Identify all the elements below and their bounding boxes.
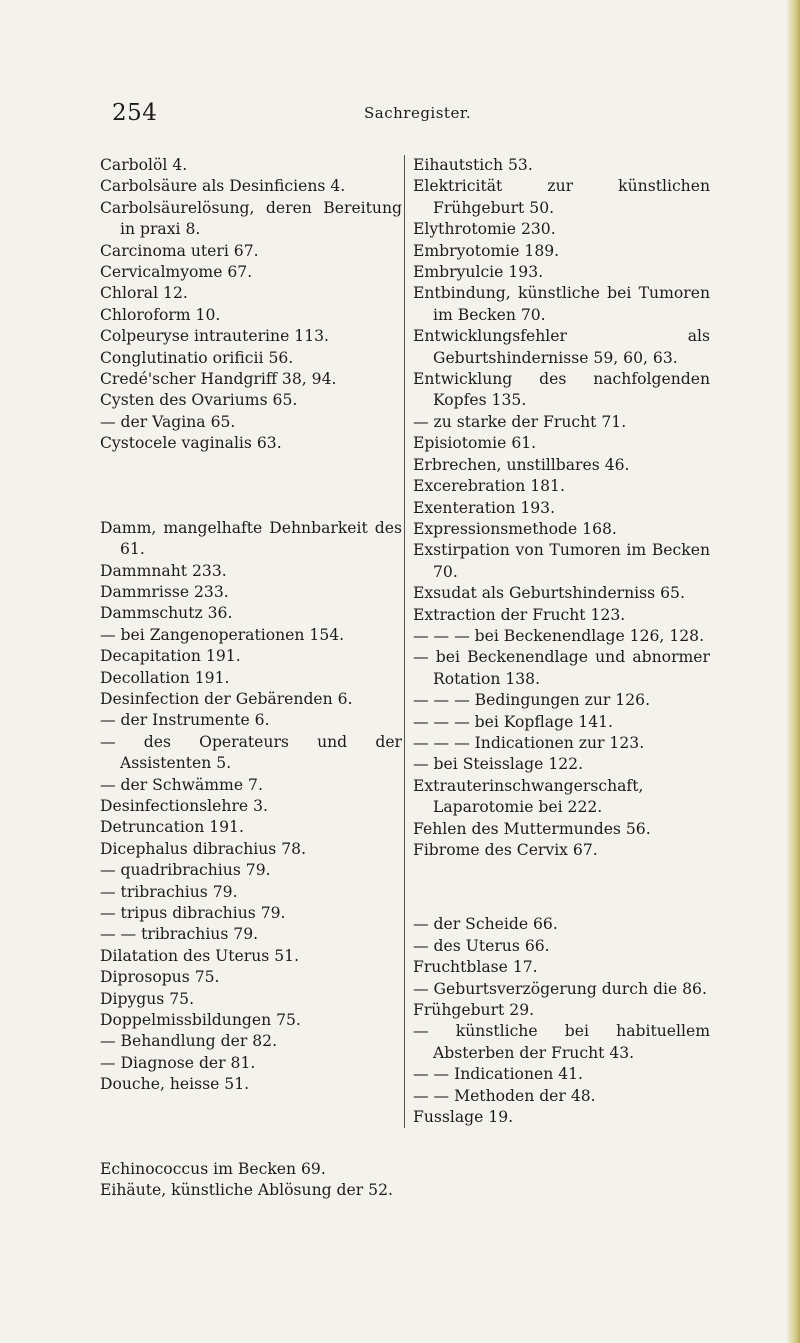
index-entry: Eihäute, künstliche Ablösung der 52. bbox=[100, 1181, 393, 1200]
index-entry: — der Schwämme 7. bbox=[100, 775, 263, 794]
index-entry: — bei Beckenendlage und abnormer Rotation 138. bbox=[413, 648, 710, 688]
index-entry: Cervicalmyome 67. bbox=[100, 263, 253, 282]
index-entry: Exstirpation von Tumoren im Becken 70. bbox=[413, 541, 710, 581]
index-entry: Elektricität zur künstlichen Frühgeburt 50. bbox=[413, 177, 710, 217]
index-entry: Credé'scher Handgriff 38, 94. bbox=[100, 370, 337, 389]
index-entry: — der Scheide 66. bbox=[413, 915, 558, 934]
index-entry: Entwicklung des nachfolgenden Kopfes 135. bbox=[413, 370, 710, 410]
index-entry: Dipygus 75. bbox=[100, 989, 195, 1008]
index-entry: Embryotomie 189. bbox=[413, 241, 560, 260]
index-entry: Dicephalus dibrachius 78. bbox=[100, 839, 307, 858]
index-entry: Erbrechen, unstillbares 46. bbox=[413, 455, 630, 474]
index-entry: Carbolsäurelösung, deren Bereitung in praxi 8. bbox=[100, 198, 402, 239]
index-entry: Detruncation 191. bbox=[100, 818, 244, 837]
index-entry: Decollation 191. bbox=[100, 668, 230, 687]
index-entry: Diprosopus 75. bbox=[100, 968, 220, 987]
index-entry: Carcinoma uteri 67. bbox=[100, 241, 259, 260]
page-number: 254 bbox=[112, 100, 158, 126]
index-entry: Douche, heisse 51. bbox=[100, 1075, 250, 1094]
index-entry: — Behandlung der 82. bbox=[100, 1032, 278, 1051]
index-entry: — des Operateurs und der Assistenten 5. bbox=[100, 732, 402, 773]
index-entry: — — — Bedingungen zur 126. bbox=[413, 691, 651, 710]
index-entry: Desinfection der Gebärenden 6. bbox=[100, 689, 353, 708]
index-entry: — — tribrachius 79. bbox=[100, 925, 259, 944]
index-entry: — der Instrumente 6. bbox=[100, 711, 270, 730]
index-entry: Conglutinatio orificii 56. bbox=[100, 348, 294, 367]
section-gap bbox=[413, 861, 710, 914]
index-entry: — — — Indicationen zur 123. bbox=[413, 733, 645, 752]
index-entry: Excerebration 181. bbox=[413, 477, 565, 496]
index-entry: Episiotomie 61. bbox=[413, 434, 537, 453]
index-entry: — bei Zangenoperationen 154. bbox=[100, 625, 345, 644]
index-entry: Extrauterinschwangerschaft, Laparotomie bei 222. bbox=[413, 776, 644, 817]
index-entry: Fibrome des Cervix 67. bbox=[413, 841, 598, 859]
index-entry: Dilatation des Uterus 51. bbox=[100, 946, 300, 965]
section-gap bbox=[100, 455, 402, 518]
index-entry: Fehlen des Muttermundes 56. bbox=[413, 819, 651, 838]
index-entry: — Geburtsverzögerung durch die 86. bbox=[413, 979, 707, 998]
index-entry: Elythrotomie 230. bbox=[413, 220, 556, 239]
index-entry: Embryulcie 193. bbox=[413, 263, 544, 282]
index-entry: Exsudat als Geburtshinderniss 65. bbox=[413, 584, 685, 603]
running-head: Sachregister. bbox=[364, 104, 472, 122]
index-entry: Doppelmissbildungen 75. bbox=[100, 1011, 301, 1030]
index-entry: Cysten des Ovariums 65. bbox=[100, 391, 298, 410]
index-entry: Dammnaht 233. bbox=[100, 561, 227, 580]
index-entry: — der Vagina 65. bbox=[100, 412, 236, 431]
index-entry: — künstliche bei habituellem Absterben der Frucht 43. bbox=[413, 1022, 710, 1062]
index-entry: — bei Steisslage 122. bbox=[413, 755, 584, 774]
index-entry: Carbolöl 4. bbox=[100, 156, 188, 174]
index-entry: Chloroform 10. bbox=[100, 305, 221, 324]
index-entry: Dammschutz 36. bbox=[100, 604, 233, 623]
index-entry: — — Indicationen 41. bbox=[413, 1065, 584, 1084]
index-entry: Fusslage 19. bbox=[413, 1108, 514, 1127]
index-entry: — des Uterus 66. bbox=[413, 936, 550, 955]
index-entry: Extraction der Frucht 123. bbox=[413, 605, 626, 624]
index-entry: — tribrachius 79. bbox=[100, 882, 238, 901]
index-column-right bbox=[413, 155, 710, 1128]
index-entry: — zu starke der Frucht 71. bbox=[413, 412, 627, 431]
page-edge bbox=[786, 0, 800, 1343]
index-entry: Fruchtblase 17. bbox=[413, 958, 538, 977]
index-entry: — — Methoden der 48. bbox=[413, 1086, 596, 1105]
index-entry: Echinococcus im Becken 69. bbox=[100, 1159, 326, 1178]
index-column-left bbox=[100, 155, 402, 1201]
index-entry: Cystocele vaginalis 63. bbox=[100, 434, 282, 453]
index-entry: Dammrisse 233. bbox=[100, 582, 229, 601]
index-entry: Entbindung, künstliche bei Tumoren im Becken 70. bbox=[413, 284, 710, 324]
index-entry: Colpeuryse intrauterine 113. bbox=[100, 327, 329, 346]
index-entry: Eihautstich 53. bbox=[413, 156, 533, 174]
index-entry: Chloral 12. bbox=[100, 284, 188, 303]
index-entry: Decapitation 191. bbox=[100, 647, 241, 666]
index-entry: — tripus dibrachius 79. bbox=[100, 904, 286, 922]
index-entry: Expressionsmethode 168. bbox=[413, 519, 617, 538]
index-entry: Exenteration 193. bbox=[413, 498, 556, 517]
index-entry: — — — bei Kopflage 141. bbox=[413, 712, 613, 731]
index-entry: Carbolsäure als Desinficiens 4. bbox=[100, 177, 346, 196]
index-entry: Entwicklungsfehler als Geburtshindernisse 59, 60, 63. bbox=[413, 327, 710, 367]
index-entry: — — — bei Beckenendlage 126, 128. bbox=[413, 626, 705, 645]
index-entry: Frühgeburt 29. bbox=[413, 1001, 535, 1020]
index-entry: Damm, mangelhafte Dehnbarkeit des 61. bbox=[100, 518, 402, 559]
index-entry: — Diagnose der 81. bbox=[100, 1053, 256, 1072]
index-entry: Desinfectionslehre 3. bbox=[100, 796, 268, 815]
section-gap bbox=[100, 1096, 402, 1159]
index-entry: — quadribrachius 79. bbox=[100, 861, 271, 880]
